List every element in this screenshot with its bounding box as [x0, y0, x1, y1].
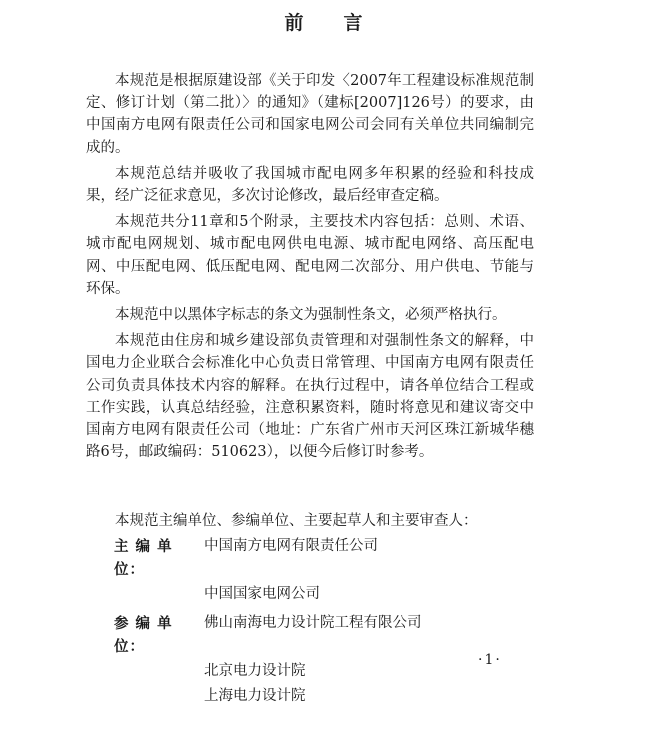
participant-unit-1: 北京电力设计院 [204, 663, 306, 679]
chief-unit-0: 中国南方电网有限责任公司 [204, 538, 378, 554]
paragraph: 本规范总结并吸收了我国城市配电网多年积累的经验和科技成果，经广泛征求意见，多次讨论修改，最后经审查定稿。 [86, 165, 534, 205]
units-intro: 本规范主编单位、参编单位、主要起草人和主要审查人： [115, 513, 478, 529]
paragraph: 本规范是根据原建设部《关于印发〈2007年工程建设标准规范制定、修订计划（第二批）〉的通知》（建标[2007]126号）的要求，由中国南方电网有限责任公司和国家电网公司会同有关单位共同编制完成的。 [86, 73, 534, 156]
participant-unit-label: 参 编 单 位： [114, 615, 173, 655]
participant-unit-row [86, 612, 546, 658]
chief-unit-label: 主 编 单 位： [114, 538, 173, 578]
compiling-units [86, 510, 546, 708]
paragraph: 本规范由住房和城乡建设部负责管理和对强制性条文的解释，中国电力企业联合会标准化中心负责日常管理、中国南方电网有限责任公司负责具体技术内容的解释。在执行过程中，请各单位结合工程或工作实践，认真总结经验，注意积累资料，随时将意见和建议寄交中国南方电网有限责任公司（地址：广东省广州市天河区珠江新城华穗路6号，邮政编码：510623），以便今后修订时参考。 [86, 333, 534, 461]
participant-unit-2: 上海电力设计院 [204, 688, 306, 704]
page-number: ·1· [478, 652, 502, 668]
participant-unit-0: 佛山南海电力设计院工程有限公司 [204, 615, 422, 631]
paragraph: 本规范共分11章和5个附录，主要技术内容包括：总则、术语、城市配电网规划、城市配电网供电电源、城市配电网络、高压配电网、中压配电网、低压配电网、配电网二次部分、用户供电、节能与环保。 [86, 214, 534, 297]
preface-body [86, 70, 534, 463]
title-char-2: 言 [343, 12, 365, 34]
chief-unit-1: 中国国家电网公司 [204, 586, 320, 602]
chief-unit-row [86, 583, 546, 606]
chief-unit-row [86, 535, 546, 581]
title-char-1: 前 [284, 12, 306, 34]
paragraph: 本规范中以黑体字标志的条文为强制性条文，必须严格执行。 [115, 307, 507, 324]
participant-unit-row [86, 660, 546, 683]
page-title [0, 8, 649, 35]
participant-unit-row [86, 685, 546, 708]
